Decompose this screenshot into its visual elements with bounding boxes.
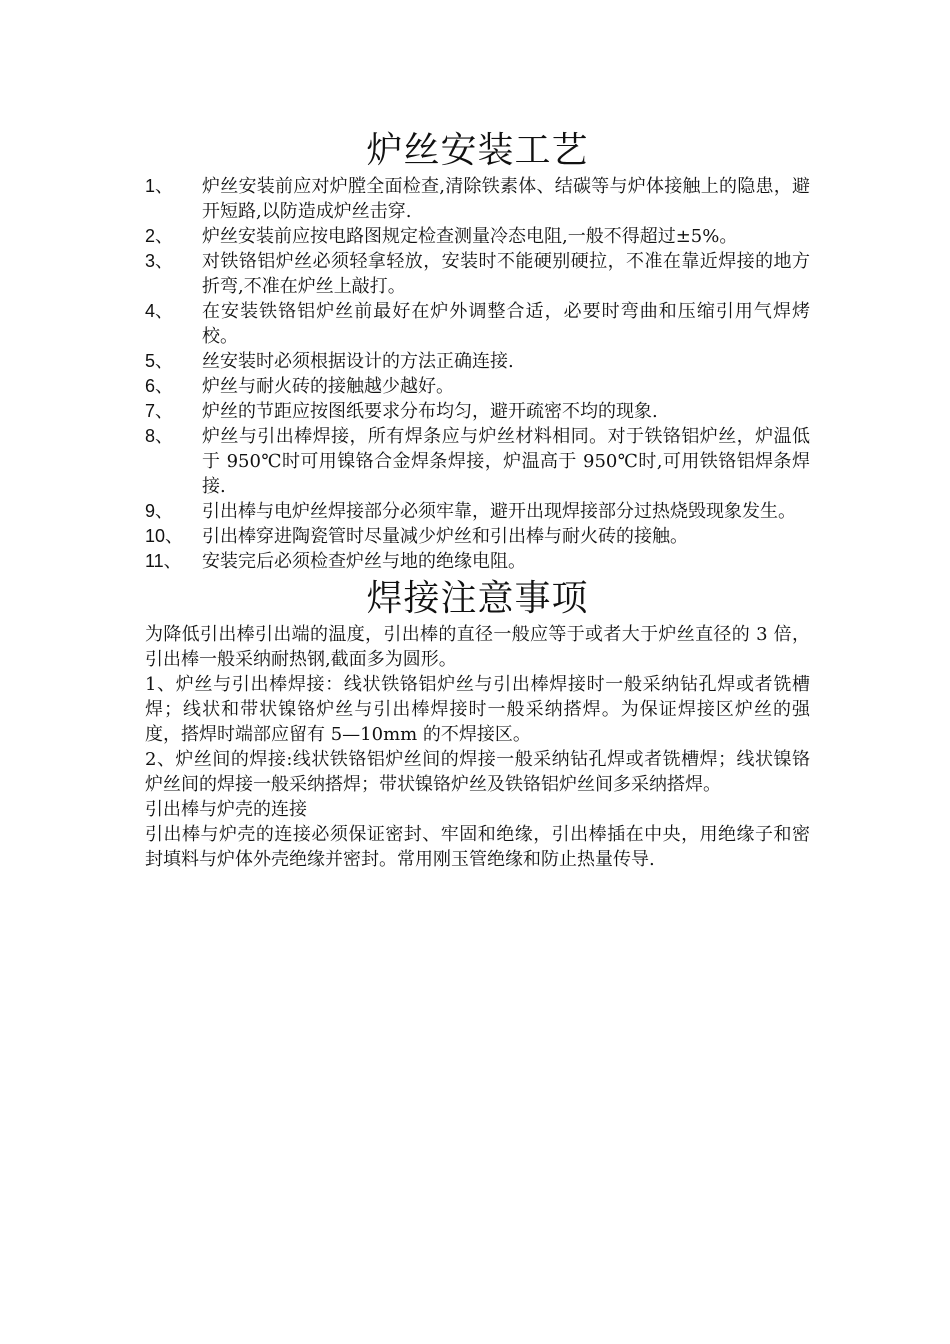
- list-item: [145, 424, 810, 499]
- list-item-text: 丝安装时必须根据设计的方法正确连接.: [202, 351, 514, 372]
- list-item: [145, 399, 810, 424]
- paragraph-rod-shell-connection: 引出棒与炉壳的连接必须保证密封、牢固和绝缘，引出棒插在中央，用绝缘子和密封填料与炉体外壳绝缘并密封。常用刚玉管绝缘和防止热量传导.: [145, 824, 810, 870]
- paragraph-wire-wire-welding: 2、炉丝间的焊接:线状铁铬铝炉丝间的焊接一般采纳钻孔焊或者铣槽焊；线状镍铬炉丝间的焊接一般采纳搭焊；带状镍铬炉丝及铁铬铝炉丝间多采纳搭焊。: [145, 749, 810, 795]
- list-item-number: 6、: [145, 376, 174, 396]
- list-item: [145, 499, 810, 524]
- paragraph-wire-rod-welding: 1、炉丝与引出棒焊接：线状铁铬铝炉丝与引出棒焊接时一般采纳钻孔焊或者铣槽焊；线状和带状镍铬炉丝与引出棒焊接时一般采纳搭焊。为保证焊接区炉丝的强度，搭焊时端部应留有 5—10mm 的不焊接区。: [145, 674, 810, 745]
- list-item-text: 引出棒穿进陶瓷管时尽量减少炉丝和引出棒与耐火砖的接触。: [202, 526, 688, 547]
- installation-steps-list: [145, 174, 810, 574]
- list-item-text: 炉丝的节距应按图纸要求分布均匀，避开疏密不均的现象.: [202, 401, 658, 422]
- list-item: [145, 174, 810, 224]
- list-item: [145, 299, 810, 349]
- section-title-furnace-wire-installation: 炉丝安装工艺: [366, 130, 589, 171]
- list-item: [145, 524, 810, 549]
- paragraph-intro: 为降低引出棒引出端的温度，引出棒的直径一般应等于或者大于炉丝直径的 3 倍，引出棒一般采纳耐热钢,截面多为圆形。: [145, 624, 810, 670]
- list-item-number: 10、: [145, 526, 184, 546]
- list-item-text: 炉丝与引出棒焊接，所有焊条应与炉丝材料相同。对于铁铬铝炉丝，炉温低于 950℃时可用镍铬合金焊条焊接，炉温高于 950℃时,可用铁铬铝焊条焊接.: [202, 426, 810, 497]
- list-item-text: 对铁铬铝炉丝必须轻拿轻放，安装时不能硬别硬拉，不准在靠近焊接的地方折弯,不准在炉丝上敲打。: [202, 251, 810, 297]
- list-item-text: 引出棒与电炉丝焊接部分必须牢靠，避开出现焊接部分过热烧毁现象发生。: [202, 501, 796, 522]
- list-item-number: 7、: [145, 401, 174, 421]
- list-item: [145, 549, 810, 574]
- section-title-welding-notes: 焊接注意事项: [366, 578, 589, 619]
- list-item: [145, 349, 810, 374]
- list-item-text: 在安装铁铬铝炉丝前最好在炉外调整合适，必要时弯曲和压缩引用气焊烤校。: [202, 301, 810, 347]
- document-body: [145, 128, 810, 872]
- list-item-text: 炉丝安装前应对炉膛全面检查,清除铁素体、结碳等与炉体接触上的隐患，避开短路,以防造成炉丝击穿.: [202, 176, 810, 222]
- list-item-number: 8、: [145, 426, 174, 446]
- list-item-number: 9、: [145, 501, 174, 521]
- list-item-number: 2、: [145, 226, 174, 246]
- subheading-rod-shell-connection: 引出棒与炉壳的连接: [145, 799, 307, 820]
- list-item-number: 1、: [145, 176, 174, 196]
- list-item-number: 4、: [145, 301, 174, 321]
- list-item-text: 炉丝安装前应按电路图规定检查测量冷态电阻,一般不得超过±5%。: [202, 226, 738, 247]
- list-item-number: 11、: [145, 551, 182, 571]
- list-item: [145, 224, 810, 249]
- list-item-text: 安装完后必须检查炉丝与地的绝缘电阻。: [202, 551, 526, 572]
- list-item-number: 3、: [145, 251, 174, 271]
- list-item-number: 5、: [145, 351, 174, 371]
- list-item-text: 炉丝与耐火砖的接触越少越好。: [202, 376, 454, 397]
- list-item: [145, 374, 810, 399]
- list-item: [145, 249, 810, 299]
